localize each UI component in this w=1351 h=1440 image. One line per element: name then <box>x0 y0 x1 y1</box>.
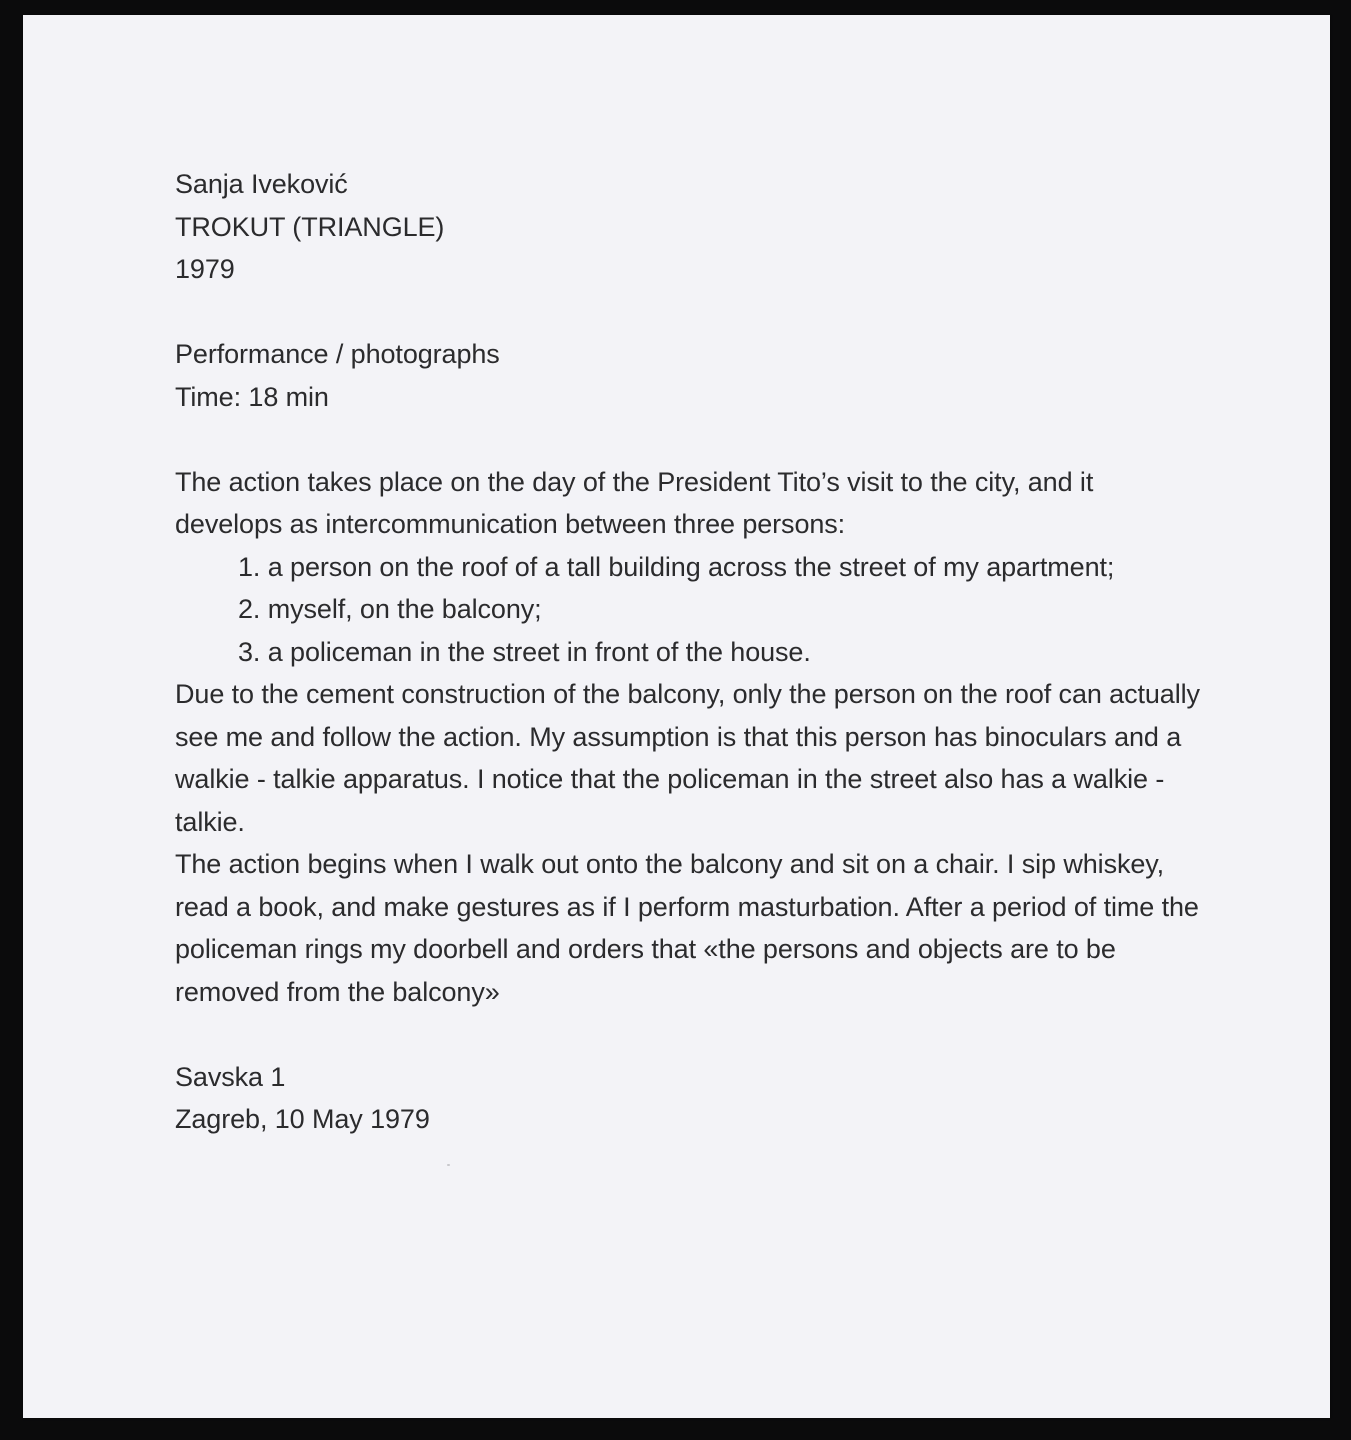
work-medium: Performance / photographs <box>175 339 500 369</box>
address: Savska 1 <box>175 1061 286 1092</box>
work-title: TROKUT (TRIANGLE) <box>175 211 445 242</box>
list-item: 2. myself, on the balcony; <box>238 594 542 624</box>
action-paragraph: The action begins when I walk out onto the balcony and sit on a chair. I sip whiskey, read a book, and make gestures as if I perform masturbation. After a period of time the policeman rings my doorbell and orders that «the persons and objects are to be removed from the balcony» <box>175 849 1199 1007</box>
construction-paragraph: Due to the cement construction of the balcony, only the person on the roof can actually see me and follow the action. My assumption is that this person has binoculars and a walkie - talkie apparatus. I notice that the policeman in the street also has a walkie - talkie. <box>175 679 1200 837</box>
intro-paragraph: The action takes place on the day of the President Tito’s visit to the city, and it develops as intercommunication between three persons: <box>175 466 1094 539</box>
list-item: 1. a person on the roof of a tall building across the street of my apartment; <box>238 551 1115 582</box>
list-item: 3. a policeman in the street in front of the house. <box>238 636 811 667</box>
artist-name: Sanja Iveković <box>175 169 348 199</box>
spacer <box>175 291 1205 334</box>
place-date: Zagreb, 10 May 1979 <box>175 1104 430 1134</box>
work-duration: Time: 18 min <box>175 381 329 412</box>
work-year: 1979 <box>175 254 235 284</box>
document-text <box>175 163 1205 1141</box>
spacer <box>175 1013 1205 1056</box>
spacer <box>175 418 1205 461</box>
paper-speck <box>447 1164 450 1166</box>
document-sheet <box>23 15 1330 1418</box>
